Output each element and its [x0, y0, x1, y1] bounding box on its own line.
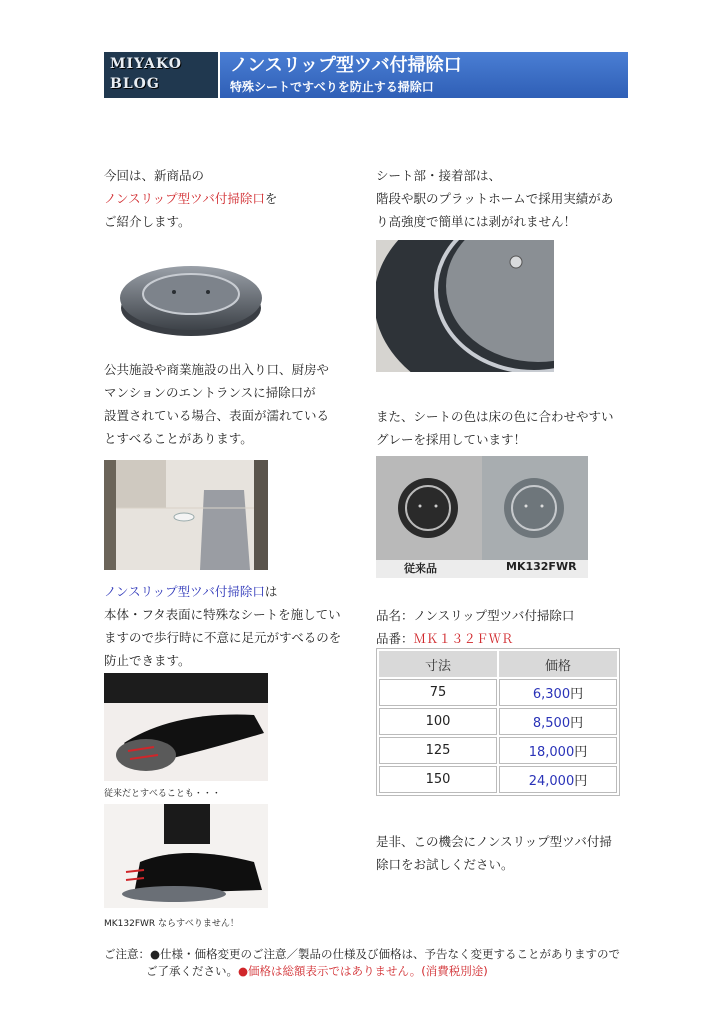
tax-note: ●価格は総額表示ではありません。: [238, 964, 422, 978]
noslip-photo: [104, 804, 268, 908]
sheet-text: シート部・接着部は、 階段や駅のプラットホームで採用実績があ り高強度で簡単には剥がれません！: [376, 168, 614, 229]
caption-noslip: MK132FWR ならすべりません！: [104, 919, 239, 929]
closing-text: 是非、この機会にノンスリップ型ツバ付掃 除口をお試しください。: [376, 834, 612, 872]
intro-text: 今回は、新商品の ノンスリップ型ツバ付掃除口を ご紹介します。: [104, 168, 278, 229]
label-mk132fwr: MK132FWR: [506, 560, 577, 573]
color-compare-discs: [376, 456, 588, 560]
header-price: 価格: [499, 651, 617, 677]
entrance-photo: [104, 460, 268, 570]
note-label: ご注意：: [104, 947, 150, 961]
blog-header: [104, 52, 628, 98]
table-row: 75 6,300円: [379, 679, 617, 706]
feature-text: ノンスリップ型ツバ付掃除口は 本体・フタ表面に特殊なシートを施してい ますので歩行時に不意に足元がすべるのを 防止できます。: [104, 584, 342, 668]
page-title: ノンスリップ型ツバ付掃除口: [230, 55, 462, 76]
header-title-bar: [220, 52, 628, 98]
product-info: 品名：ノンスリップ型ツバ付掃除口 品番：ＭＫ１３２ＦＷＲ: [376, 604, 574, 650]
color-compare-photo: [376, 456, 588, 578]
footer-note: ご注意：●仕様・価格変更のご注意／製品の仕様及び価格は、予告なく変更することがありますので ご了承ください。●価格は総額表示ではありません。(消費税別途): [104, 947, 621, 978]
product-number: ＭＫ１３２ＦＷＲ: [413, 631, 514, 646]
product-photo: [118, 256, 264, 338]
caption-slip: 従来だとすべることも・・・: [104, 789, 221, 799]
table-row: 150 24,000円: [379, 766, 617, 793]
table-row: 100 8,500円: [379, 708, 617, 735]
header-size: 寸法: [379, 651, 497, 677]
problem-text: 公共施設や商業施設の出入り口、厨房や マンションのエントランスに掃除口が 設置されている場合、表面が濡れている とすべることがあります。: [104, 362, 330, 446]
price-table-header: [379, 651, 617, 677]
intro-product-name: ノンスリップ型ツバ付掃除口: [104, 191, 265, 206]
table-row: 125 18,000円: [379, 737, 617, 764]
color-text: また、シートの色は床の色に合わせやすい グレーを採用しています！: [376, 409, 614, 447]
product-name: 品名：ノンスリップ型ツバ付掃除口: [376, 608, 575, 623]
page-subtitle: 特殊シートですべりを防止する掃除口: [230, 80, 434, 94]
miyako-blog-badge: MIYAKO BLOG: [104, 52, 218, 98]
label-conventional: 従来品: [404, 562, 437, 575]
slip-photo: [104, 673, 268, 781]
price-table: [376, 648, 620, 796]
sheet-closeup-photo: [376, 240, 554, 372]
feature-product-name: ノンスリップ型ツバ付掃除口: [104, 584, 265, 599]
